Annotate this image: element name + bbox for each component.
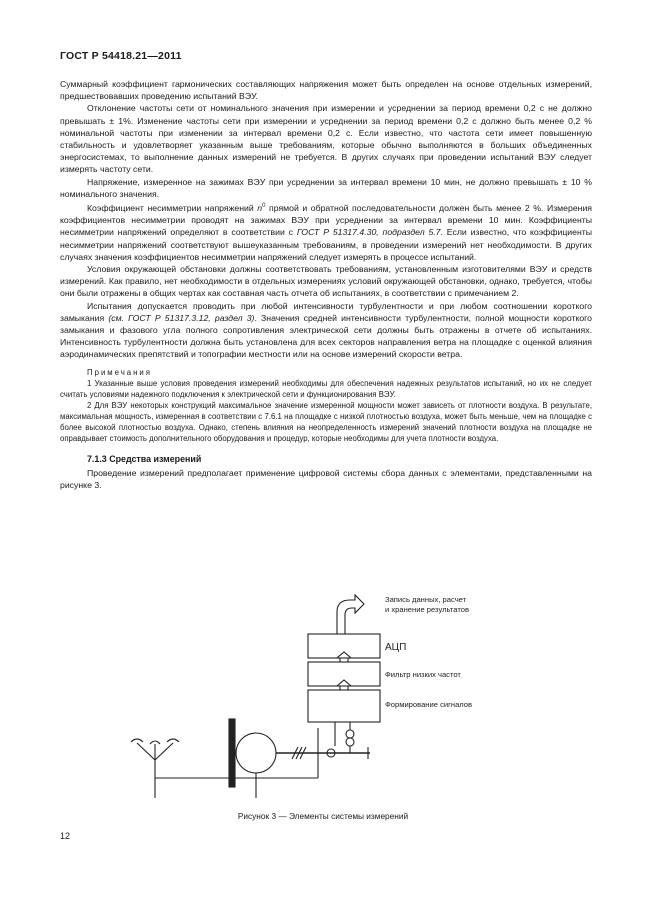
document-body bbox=[60, 78, 592, 491]
adc-block bbox=[308, 634, 380, 658]
paragraph-1: Суммарный коэффициент гармонических составляющих напряжения может быть определен на основе отдельных измерений, предшествовавших проведению испытаний ВЭУ. bbox=[60, 79, 592, 102]
anemometer-cup-center bbox=[150, 741, 160, 744]
cable-hatch-3 bbox=[300, 747, 306, 759]
paragraph-5: Условия окружающей обстановки должны соответствовать требованиям, установленным изготовителями ВЭУ и средств измерений. Как правило, нет необходимости в отдельных измерениях условий окружающей обстановки, однако, требуется, чтобы они были отражены в общих чертах как составная часть отчета об испытаниях, в соответствии с примечанием 2. bbox=[60, 263, 592, 299]
anemometer-cup-left bbox=[131, 739, 143, 742]
paragraph-2: Отклонение частоты сети от номинального значения при измерении и усреднении за период времени 0,2 с не должно превышать ± 1%. Изменение частоты сети при измерении и усреднении за период времени 0,2 с должно быть менее 0,2 % номинальной частоты при изменении за интервал времени 0,2 с. Если известно, что частота сети имеет повышенную стабильность и удовлетворяет указанным выше требованиям, которые обычно выполняются в больших объединенных энергосистемах, то выполнение данных измерений не требуется. В других случаях при проведении испытаний ВЭУ следует измерять частоту сети. bbox=[60, 103, 592, 175]
anemometer-arm-right bbox=[155, 743, 173, 760]
paragraph-6-reference: (см. ГОСТ Р 51317.3.12, раздел 3) bbox=[108, 312, 255, 323]
section-title: 7.1.3 Средства измерений bbox=[87, 453, 202, 464]
arrow-adc-to-storage bbox=[337, 595, 364, 634]
turbine-blade bbox=[229, 719, 235, 787]
label-filter: Фильтр низких частот bbox=[385, 670, 461, 679]
page-number: 12 bbox=[60, 831, 71, 841]
paragraph-6-text-2: . Значения средней интенсивности турбулентности, полной мощности короткого замыкания и фазового угла полного сопротивления электрической сети должны быть отражены в отчете об испытаниях. Интенсивность турбулентности должна быть установлена для всех секторов направления ветра на площадке с оценкой влияния аэродинамических препятствий и топографии местности или на основе измерений скорости ветра. bbox=[60, 312, 592, 360]
label-adc: АЦП bbox=[385, 642, 407, 653]
label-storage-line-2: и хранение результатов bbox=[385, 605, 469, 614]
paragraph-4-symbol: n bbox=[257, 202, 263, 213]
paragraph-4-text-1: Коэффициент несимметрии напряжений bbox=[87, 202, 258, 213]
voltage-transformer-icon bbox=[346, 738, 354, 746]
arrow-conditioning-to-filter bbox=[337, 680, 351, 690]
arrow-filter-to-adc bbox=[337, 652, 351, 662]
paragraph-6-text-1: Испытания допускается проводить при любой интенсивности турбулентности и при любом соотношении короткого замыкания bbox=[60, 300, 592, 323]
signal-conditioning-block bbox=[308, 690, 380, 722]
paragraph-3: Напряжение, измеренное на зажимах ВЭУ при усреднении за интервал времени 10 мин, не должно превышать ± 10 % номинального значения. bbox=[60, 176, 592, 199]
notes-block bbox=[60, 367, 592, 444]
anemometer-arm-left bbox=[137, 743, 155, 760]
paragraph-4 bbox=[60, 200, 592, 263]
paragraph-4-text-2: прямой и обратной последовательности должен быть менее 2 %. Измерения коэффициентов несимметрии проводят на зажимах ВЭУ при усреднении за интервал времени 10 мин. Коэффициенты несимметрии напряжений определяют в соответствии с bbox=[60, 202, 593, 238]
note-2: 2 Для ВЭУ некоторых конструкций максимальное значение измеренной мощности может зависеть от плотности воздуха. В результате, максимальная мощность, измеренная в соответствии с 7.6.1 на площадке с низкой плотностью воздуха, может быть меньше, чем на площадке с более высокой плотностью воздуха. Однако, степень влияния на неопределенность измерений значений плотности воздуха на площадке не оправдывает стоимость дополнительного оборудования и процедур, которые необходимы для учета плотности воздуха. bbox=[60, 400, 592, 443]
section-paragraph: Проведение измерений предполагает применение цифровой системы сбора данных с элементами, представленными на рисунке 3. bbox=[60, 467, 592, 490]
notes-title: Примечания bbox=[87, 367, 153, 377]
cable-hatch-1 bbox=[292, 747, 298, 759]
anemometer-cup-right bbox=[167, 739, 179, 742]
current-transformer-icon bbox=[327, 749, 335, 757]
paragraph-4-superscript: 0 bbox=[262, 203, 266, 210]
paragraph-4-reference: ГОСТ Р 51317.4.30, подраздел 5.7 bbox=[296, 227, 441, 238]
note-1: 1 Указанные выше условия проведения измерений необходимы для обеспечения надежных результатов испытаний, но их не следует считать условиями надежного подключения к электрической сети и функционирования ВЭУ. bbox=[60, 378, 592, 399]
paragraph-4-text-3: . Если известно, что коэффициенты несимметрии напряжений соответствуют вышеуказанным требованиям, в проведении измерений нет необходимости. В других случаях значения коэффициентов несимметрии напряжений следует измерять в процессе испытаний. bbox=[60, 227, 593, 262]
cable-hatch-2 bbox=[296, 747, 302, 759]
label-storage-line-1: Запись данных, расчет bbox=[385, 595, 467, 604]
label-conditioning: Формирование сигналов bbox=[385, 700, 473, 709]
generator-icon bbox=[236, 733, 276, 773]
lowpass-filter-block bbox=[308, 662, 380, 686]
paragraph-6 bbox=[60, 300, 592, 361]
figure-caption: Рисунок 3 — Элементы системы измерений bbox=[237, 811, 409, 821]
document-header: ГОСТ Р 54418.21—2011 bbox=[60, 50, 182, 62]
